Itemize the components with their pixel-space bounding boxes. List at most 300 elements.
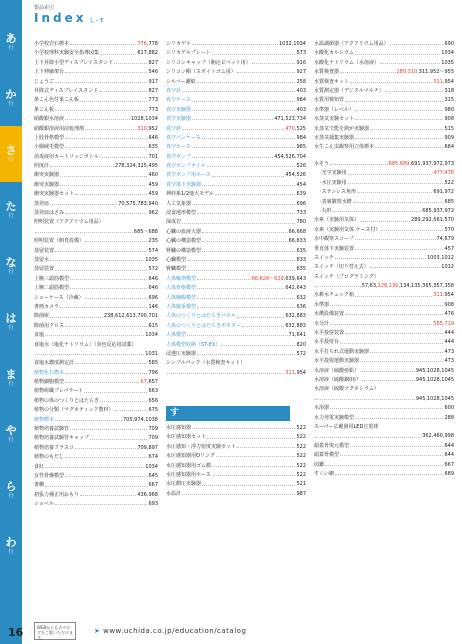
index-entry [314, 385, 454, 394]
page-ref: 522 [296, 425, 306, 431]
entry-name: スイッチ（プログラミング） [314, 273, 379, 280]
index-entry [314, 442, 454, 451]
page-ref: 689 [444, 470, 454, 477]
entry-pages [148, 472, 158, 481]
page-ref: 1012 [441, 264, 454, 271]
page-ref: 70,575,783,940 [118, 200, 158, 207]
leader-dots [381, 230, 443, 231]
page-ref: ,954 [442, 292, 454, 299]
leader-dots [65, 326, 147, 327]
tab-gyo: 行 [8, 380, 14, 387]
entry-pages [148, 453, 158, 462]
entry-name: 植物の分類（マグネティック教材） [34, 407, 114, 414]
entry-name: 頭蓋骨模型 [314, 452, 340, 459]
entry-pages [296, 190, 306, 199]
entry-pages [279, 40, 306, 49]
entry-name: スーパー広範囲用LED豆電球 [314, 423, 379, 430]
entry-pages [140, 378, 158, 387]
leader-dots [330, 164, 388, 165]
index-entry [34, 218, 158, 227]
leader-dots [192, 119, 273, 120]
entry-name: 頭蓋骨復元模型 [314, 442, 350, 449]
leader-dots [237, 317, 284, 318]
entry-name: 蒸発皿はさみ [34, 210, 65, 217]
page-ref: 522 [296, 443, 306, 450]
page-ref: 691,972 [433, 189, 454, 196]
entry-pages [416, 395, 454, 404]
catalog-link[interactable] [94, 627, 246, 635]
tab-gyo: 行 [8, 100, 14, 107]
leader-dots [197, 82, 296, 83]
index-entry [314, 143, 454, 152]
page-ref: 311 [433, 78, 443, 85]
entry-pages [296, 96, 306, 105]
entry-pages [148, 106, 158, 115]
page-ref: ,311,952～955 [417, 69, 454, 76]
entry-pages [137, 444, 158, 453]
entry-pages [148, 237, 158, 246]
arrow-icon: ➤ [94, 627, 104, 635]
page-ref: 522 [444, 179, 454, 186]
entry-pages [296, 424, 306, 433]
page-ref: 984 [296, 97, 306, 104]
page-ref: 574 [148, 247, 158, 254]
entry-pages [137, 125, 158, 134]
entry-name: スイッチ [314, 254, 334, 261]
tab-ma[interactable] [0, 350, 22, 406]
entry-name: 植物のもだし [34, 454, 65, 461]
entry-pages [296, 256, 306, 265]
entry-pages [148, 275, 158, 284]
index-entry [34, 134, 158, 143]
entry-name: すくい網 [314, 470, 335, 477]
leader-dots [350, 446, 443, 447]
leader-dots [65, 72, 147, 73]
index-entry [166, 480, 306, 489]
entry-name: 水圧感知・浮力密度実験セット [166, 443, 237, 450]
entry-name: 食塩水濃度測定計 [34, 360, 75, 367]
entry-name: 水槽設備装置 [314, 311, 345, 318]
leader-dots [100, 54, 136, 55]
leader-dots [192, 44, 278, 45]
page-ref: 667 [148, 482, 158, 489]
page-ref: 675 [148, 407, 158, 414]
page-ref: 684 [444, 144, 454, 151]
index-column-1 [34, 40, 158, 510]
index-entry [166, 96, 306, 105]
leader-dots [335, 474, 443, 475]
entry-name: 小学校理科実験安全指導図集 [34, 50, 100, 57]
tab-ya[interactable] [0, 406, 22, 462]
entry-pages [285, 322, 306, 331]
leader-dots [182, 223, 295, 224]
page-ref: 515 [444, 125, 454, 132]
leader-dots [340, 343, 443, 344]
index-entry [166, 322, 306, 331]
index-entry [34, 153, 158, 162]
leader-dots [370, 352, 443, 353]
page-ref: 473 [444, 348, 454, 355]
index-entry [314, 301, 454, 310]
entry-pages [148, 78, 158, 87]
leader-dots [197, 298, 295, 299]
leader-dots [100, 157, 148, 158]
entry-name: 昇降式ディスプレイスタンド [34, 87, 99, 94]
page-ref: 927 [296, 69, 306, 76]
entry-name: 真空実験器 [166, 116, 192, 123]
entry-name: 植物組織プレパラート [34, 388, 84, 395]
page-ref: 362,460,998 [422, 433, 454, 440]
entry-pages [389, 160, 454, 169]
leader-dots [65, 213, 147, 214]
entry-pages [444, 404, 454, 413]
page-ref: 709 [148, 426, 158, 433]
index-entry [314, 310, 454, 319]
entry-name: 水溶液（硫酸亜鉛） [314, 367, 360, 374]
index-entry [34, 359, 158, 368]
entry-pages [115, 162, 158, 171]
page-ref: 635 [296, 247, 306, 254]
tab-ra[interactable] [0, 462, 22, 518]
entry-pages [296, 49, 306, 58]
page-ref: 908 [444, 116, 454, 123]
entry-pages [148, 209, 158, 218]
leader-dots [355, 54, 440, 55]
leader-dots [370, 129, 443, 130]
index-entry [34, 265, 158, 274]
page-ref: 74,679 [436, 236, 454, 243]
index-entry [166, 256, 306, 265]
entry-name: 蒸発皿 [34, 200, 50, 207]
entry-name: 食紅 [34, 463, 45, 470]
page-ref: 615 [148, 322, 158, 329]
entry-name: 水素（実験用気体） [314, 217, 360, 224]
index-entry [166, 275, 306, 284]
leader-dots [50, 204, 117, 205]
index-entry [34, 491, 158, 500]
entry-pages [118, 200, 158, 209]
index-entry [314, 282, 454, 291]
page-ref: 1028,1034 [130, 116, 158, 123]
entry-pages [285, 369, 306, 378]
page-ref: 987 [296, 490, 306, 497]
index-entry [34, 96, 158, 105]
title-text: Index [34, 11, 87, 25]
leader-dots [221, 345, 295, 346]
leader-dots [45, 467, 144, 468]
entry-name: 水質測定器（デジタルマルチ） [314, 87, 384, 94]
entry-name: 水酸化ナトリウム（水溶液） [314, 59, 379, 66]
entry-pages [296, 209, 306, 218]
index-entry [34, 444, 158, 453]
entry-name: 水素（実験用気体 ケース付） [314, 226, 381, 233]
page-ref: 585,719 [433, 320, 454, 327]
index-entry [34, 425, 158, 434]
index-entry [166, 49, 306, 58]
leader-dots [80, 101, 147, 102]
page-ref: 635 [148, 144, 158, 151]
page-ref: 66,633 [288, 238, 306, 245]
leader-dots [197, 213, 295, 214]
index-entry [34, 87, 158, 96]
index-entry [34, 463, 158, 472]
page-ref: 311 [285, 369, 295, 376]
entry-pages [148, 500, 158, 509]
page-ref: 663 [148, 388, 158, 395]
entry-pages [433, 169, 454, 178]
entry-name: 植物化石標本 [34, 369, 65, 376]
entry-name: 除菌用クロス [34, 322, 65, 329]
entry-pages [285, 312, 306, 321]
entry-name: 水浴器 [314, 405, 330, 412]
entry-name: 腎臓の構造模型 [166, 247, 202, 254]
page-ref: 521 [296, 481, 306, 488]
entry-name: 水温調節器（アクアリウム用品） [314, 41, 389, 47]
index-entry [314, 59, 454, 68]
page-ref: 315 [444, 97, 454, 104]
tab-wa[interactable] [0, 518, 22, 574]
section-title: す [170, 408, 180, 418]
leader-dots [187, 270, 295, 271]
leader-dots [65, 476, 147, 477]
leader-dots [192, 101, 296, 102]
leader-dots [355, 418, 443, 419]
leader-dots [325, 465, 443, 466]
index-entry [166, 350, 306, 359]
page-ref: 238,612,613,700,701 [103, 313, 158, 320]
page-ref: 639 [296, 191, 306, 198]
entry-name: 食塩水（塩化ナトリウム）（炎色反応用試薬） [34, 341, 137, 348]
entry-name: 条こん板 [34, 106, 55, 113]
page-ref: 685 [444, 198, 454, 205]
index-entry [314, 338, 454, 347]
index-entry [314, 115, 454, 124]
leader-dots [85, 298, 148, 299]
index-entry [314, 68, 454, 77]
page-ref: 701 [148, 153, 158, 160]
index-entry [34, 125, 158, 134]
leader-dots [202, 251, 295, 252]
page-ref: 289,292,561,570 [411, 217, 454, 224]
tab-ta[interactable] [0, 182, 22, 238]
leader-dots [192, 204, 295, 205]
entry-name: 浸透圧実験器 [166, 350, 197, 357]
index-entry [34, 106, 158, 115]
entry-pages [148, 359, 158, 368]
tab-na[interactable] [0, 238, 22, 294]
page-ref: 635 [296, 266, 306, 273]
page-ref: ,525 [294, 125, 306, 132]
entry-pages [296, 303, 306, 312]
leader-dots [315, 437, 421, 438]
index-entry [34, 303, 158, 312]
page-ref: 600 [444, 405, 454, 412]
page-ref: 685,689 [388, 161, 410, 167]
index-entry [34, 453, 158, 462]
index-entry [314, 125, 454, 134]
page-ref: 71,641 [288, 332, 306, 339]
page-ref: 656 [148, 397, 158, 404]
page-ref: 773 [148, 97, 158, 104]
index-entry [314, 106, 454, 115]
entry-name: 水圧感知器用ゴム膜 [166, 462, 212, 469]
entry-name: 衝突実験器 [34, 172, 60, 179]
tab-ka[interactable] [0, 70, 22, 126]
entry-pages [296, 443, 306, 452]
entry-name: 真空実験器 [166, 106, 192, 113]
entry-name: じょうご [34, 78, 55, 85]
leader-dots [65, 457, 147, 458]
index-entry [166, 162, 306, 171]
entry-pages [433, 291, 454, 300]
entry-name: ·表裏観察水槽 [320, 198, 352, 205]
entry-pages [148, 87, 158, 96]
page-ref: 696 [148, 294, 158, 301]
entry-pages [362, 282, 454, 291]
index-entry [34, 181, 158, 190]
index-column-3b [314, 160, 454, 479]
tab-kana: た [5, 199, 17, 213]
entry-pages [148, 397, 158, 406]
tab-gyo: 行 [8, 436, 14, 443]
entry-pages [444, 348, 454, 357]
entry-pages [148, 425, 158, 434]
page-ref: 945,1028,1045 [415, 367, 454, 374]
entry-pages [296, 471, 306, 480]
index-entry [166, 181, 306, 190]
index-entry [166, 424, 306, 433]
leader-dots [75, 363, 147, 364]
entry-name: 人体胸腹模型 [166, 294, 197, 301]
leader-dots [192, 157, 273, 158]
index-entry [314, 367, 454, 376]
index-entry [314, 235, 454, 244]
entry-pages [123, 416, 158, 425]
entry-name: 硝酸銀溶液用前処理剤 [34, 125, 85, 132]
entry-name: 上下昇降小型ディスプレイスタンド [34, 59, 114, 66]
leader-dots [192, 147, 296, 148]
leader-dots [212, 54, 296, 55]
page-ref: 66,626～629 [251, 275, 284, 282]
tab-gyo: 行 [8, 212, 14, 219]
entry-name: 衝突実験器 [34, 181, 60, 188]
leader-dots [242, 326, 284, 327]
tab-a[interactable] [0, 14, 22, 70]
page-ref: 644 [444, 452, 454, 459]
leader-dots [207, 166, 296, 167]
entry-pages [437, 235, 455, 244]
leader-dots [182, 91, 295, 92]
entry-pages [444, 329, 454, 338]
entry-pages [148, 481, 158, 490]
entry-name: スイッチ（切り替え式） [314, 264, 369, 271]
entry-pages [148, 406, 158, 415]
leader-dots [70, 279, 147, 280]
entry-name: 水酸化カルシウム [314, 50, 354, 57]
page-ref: 1035 [145, 256, 158, 263]
leader-dots [202, 138, 296, 139]
leader-dots [348, 183, 444, 184]
leader-dots [50, 260, 144, 261]
index-entry [34, 387, 158, 396]
entry-pages [137, 40, 158, 49]
page-ref: 632 [296, 294, 306, 301]
index-entry [166, 143, 306, 152]
entry-name: ·水圧実験用 [320, 179, 347, 186]
index-entry [166, 190, 306, 199]
entry-pages [148, 303, 158, 312]
entry-pages [296, 452, 306, 461]
index-entry [166, 284, 306, 293]
leader-dots [345, 101, 443, 102]
entry-pages [296, 480, 306, 489]
leader-dots [335, 258, 426, 259]
entry-name: 照度計 [34, 163, 50, 170]
entry-name: 真空ケース [166, 97, 191, 104]
entry-pages [274, 153, 306, 162]
index-entry [166, 359, 306, 368]
entry-name: 硝酸銀水溶液 [34, 116, 65, 123]
leader-dots [216, 456, 296, 457]
page-ref: 66,668 [288, 228, 306, 235]
page-ref: 522 [296, 462, 306, 469]
index-entry [34, 472, 158, 481]
page-ref: 980 [444, 106, 454, 113]
entry-pages [148, 387, 158, 396]
page-ref: 693 [148, 501, 158, 508]
entry-name: 水分計 [314, 320, 330, 327]
page-ref: 522 [296, 434, 306, 441]
page-ref: 709 [148, 435, 158, 442]
entry-name: 水平投射台 [314, 339, 340, 346]
entry-pages [296, 162, 306, 171]
page-ref: 617,882 [137, 50, 158, 57]
leader-dots [167, 373, 284, 374]
tab-sa[interactable] [0, 126, 22, 182]
leader-dots [50, 317, 103, 318]
page-ref: 476 [444, 311, 454, 318]
entry-name: 水平投射装置 [314, 330, 345, 337]
index-entry [34, 190, 158, 199]
entry-name: 水質検査キット [314, 78, 349, 85]
entry-pages [433, 78, 454, 87]
index-entry [166, 247, 306, 256]
index-column-3 [314, 40, 454, 153]
index-entry [314, 291, 454, 300]
page-ref: 471,523,734 [274, 116, 306, 123]
index-entry [34, 378, 158, 387]
entry-pages [104, 312, 158, 321]
index-entry [314, 329, 454, 338]
entry-name: 消毒液用カートリッジボトル [34, 153, 99, 160]
index-entry [34, 237, 158, 246]
leader-dots [360, 371, 415, 372]
page-ref: 705,974,1038 [123, 416, 158, 423]
entry-name: 水圧側圧実験器 [166, 481, 202, 488]
index-entry [34, 406, 158, 415]
entry-pages [148, 68, 158, 77]
page-ref: 278,324,325,495 [115, 163, 158, 170]
entry-pages [137, 49, 158, 58]
page-ref: 477,478 [433, 170, 454, 177]
index-entry [34, 200, 158, 209]
page-ref: ,952 [146, 125, 158, 132]
entry-pages [441, 59, 454, 68]
entry-name: ショーケース（冷蔵） [34, 294, 84, 301]
index-entry [34, 49, 158, 58]
tab-ha[interactable] [0, 294, 22, 350]
entry-name: 照明装置（アクアリウム用品） [34, 219, 104, 226]
